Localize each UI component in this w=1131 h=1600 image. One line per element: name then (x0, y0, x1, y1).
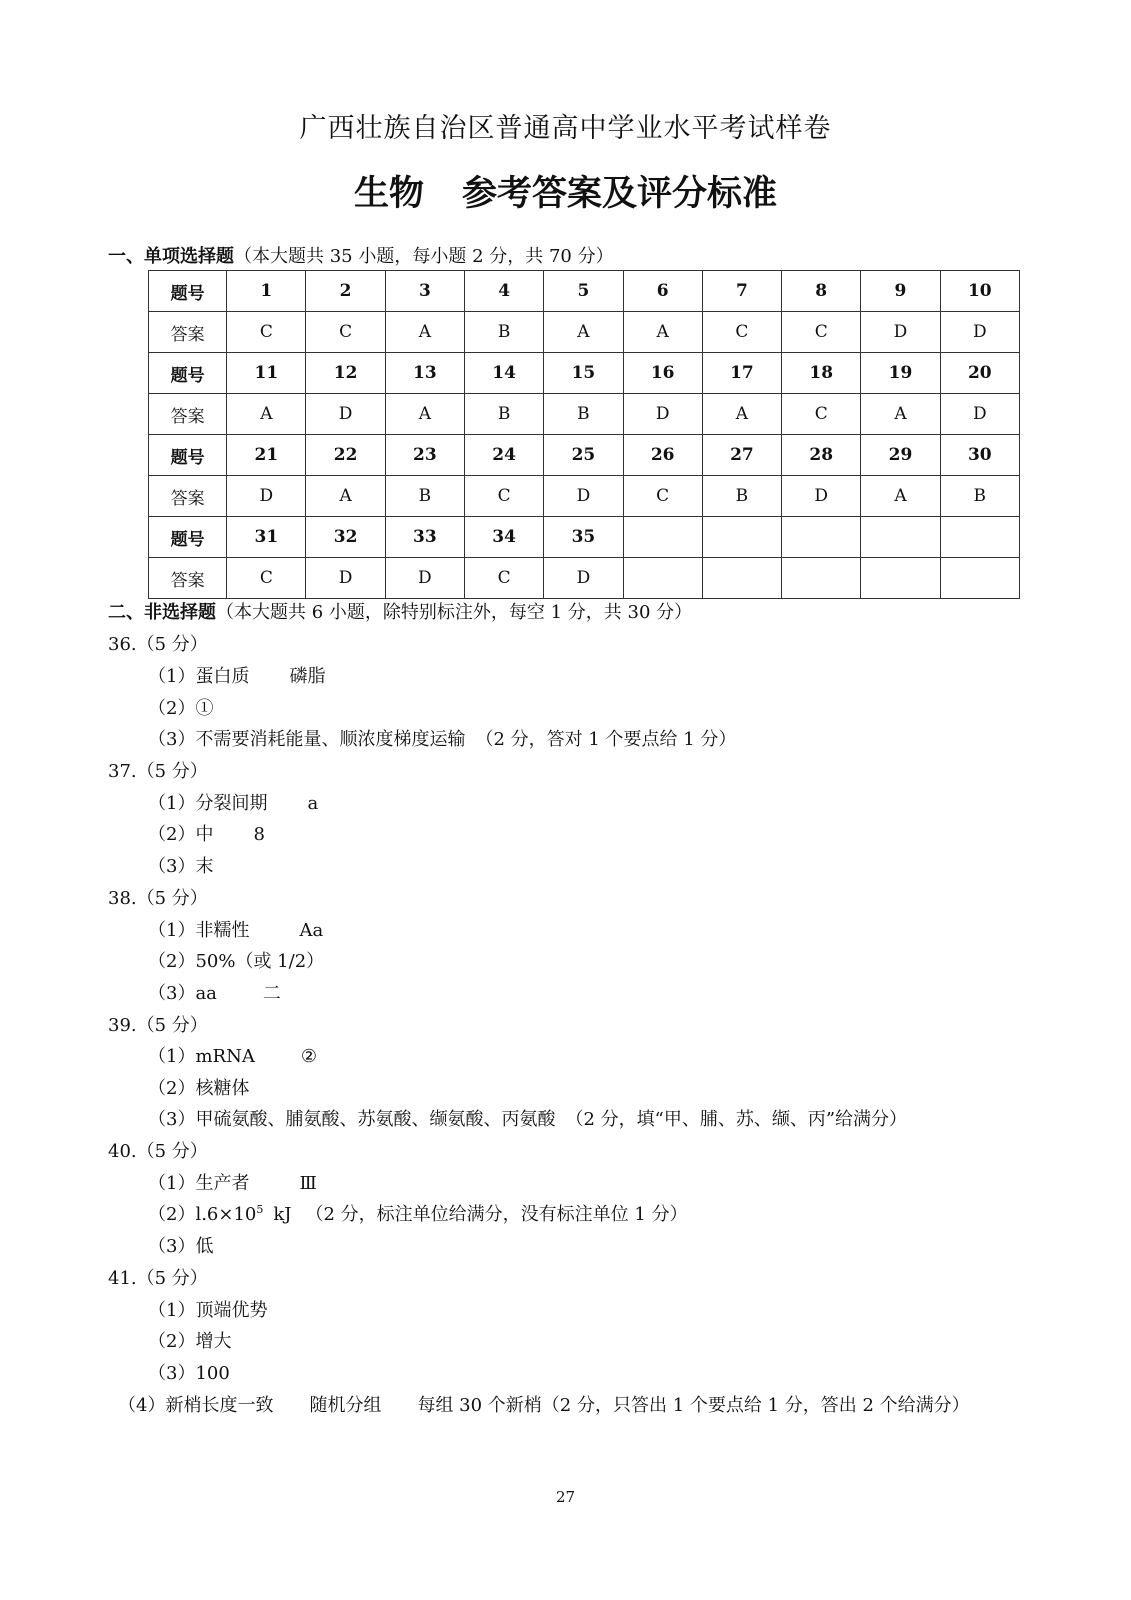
answer-cell: D (782, 476, 861, 517)
question-number-cell: 1 (227, 271, 306, 312)
question-number-cell: 23 (385, 435, 464, 476)
num-label-cell: 题号 (149, 271, 227, 312)
question-number-cell: 19 (861, 353, 940, 394)
answer-cell: D (306, 394, 385, 435)
question-number-cell: 13 (385, 353, 464, 394)
table-row-numbers (149, 271, 1020, 312)
question-number-cell: 2 (306, 271, 385, 312)
q39-answer-1: （1）mRNA ② (148, 1046, 317, 1067)
question-number-cell: 33 (385, 517, 464, 558)
section1-heading: 一、单项选择题（本大题共 35 小题，每小题 2 分，共 70 分） (108, 246, 614, 267)
question-number-cell: 30 (940, 435, 1019, 476)
question-number-cell: 27 (702, 435, 781, 476)
q37-heading: 37.（5 分） (108, 761, 208, 782)
answer-cell: A (385, 312, 464, 353)
question-number-cell: 21 (227, 435, 306, 476)
answer-cell: C (465, 558, 544, 599)
q36-answer-3: （3）不需要消耗能量、顺浓度梯度运输 （2 分，答对 1 个要点给 1 分） (148, 729, 737, 750)
answer-cell: A (227, 394, 306, 435)
table-row-numbers (149, 353, 1020, 394)
question-number-cell: 32 (306, 517, 385, 558)
question-number-cell: 14 (465, 353, 544, 394)
table-row-answers (149, 394, 1020, 435)
table-row-answers (149, 476, 1020, 517)
question-number-cell: 22 (306, 435, 385, 476)
answer-cell: B (940, 476, 1019, 517)
answer-cell (940, 558, 1019, 599)
question-number-cell (782, 517, 861, 558)
question-number-cell: 12 (306, 353, 385, 394)
answer-cell: A (623, 312, 702, 353)
num-label-cell: 题号 (149, 435, 227, 476)
question-number-cell: 8 (782, 271, 861, 312)
question-number-cell (702, 517, 781, 558)
answer-cell: B (702, 476, 781, 517)
answer-cell: D (623, 394, 702, 435)
document-subtitle (0, 166, 1131, 216)
answer-cell: A (702, 394, 781, 435)
q36-answer-2: （2）① (148, 698, 214, 719)
answer-cell: B (544, 394, 623, 435)
q40-heading: 40.（5 分） (108, 1141, 208, 1162)
subtitle-rest: 参考答案及评分标准 (462, 174, 778, 214)
answer-cell: D (544, 476, 623, 517)
q40-answer-3: （3）低 (148, 1236, 214, 1257)
question-number-cell: 10 (940, 271, 1019, 312)
q37-answer-3: （3）末 (148, 856, 214, 877)
question-number-cell: 16 (623, 353, 702, 394)
question-number-cell: 6 (623, 271, 702, 312)
answer-cell: C (227, 558, 306, 599)
answer-cell: D (940, 312, 1019, 353)
question-number-cell: 29 (861, 435, 940, 476)
page-number: 27 (555, 1488, 576, 1506)
question-number-cell: 15 (544, 353, 623, 394)
q38-heading: 38.（5 分） (108, 888, 208, 909)
question-number-cell: 24 (465, 435, 544, 476)
answer-cell (702, 558, 781, 599)
question-number-cell: 20 (940, 353, 1019, 394)
q38-answer-1: （1）非糯性 Aa (148, 920, 324, 941)
answer-cell: C (465, 476, 544, 517)
answer-cell (782, 558, 861, 599)
answer-cell: B (465, 394, 544, 435)
q41-answer-4: （4）新梢长度一致 随机分组 每组 30 个新梢（2 分，只答出 1 个要点给 1 分，答出 2 个给满分） (118, 1395, 970, 1416)
question-number-cell: 9 (861, 271, 940, 312)
answer-cell: A (306, 476, 385, 517)
q41-answer-2: （2）增大 (148, 1331, 232, 1352)
ans-label-cell: 答案 (149, 558, 227, 599)
document-title: 广西壮族自治区普通高中学业水平考试样卷 (299, 113, 832, 144)
question-number-cell: 17 (702, 353, 781, 394)
question-number-cell: 34 (465, 517, 544, 558)
answer-cell: D (544, 558, 623, 599)
table-row-answers (149, 312, 1020, 353)
q41-heading: 41.（5 分） (108, 1268, 208, 1289)
q38-answer-2: （2）50%（或 1/2） (148, 951, 325, 972)
q41-answer-1: （1）顶端优势 (148, 1300, 268, 1321)
answer-cell: C (623, 476, 702, 517)
question-number-cell: 28 (782, 435, 861, 476)
answer-cell: B (465, 312, 544, 353)
table-row-numbers (149, 517, 1020, 558)
question-number-cell: 5 (544, 271, 623, 312)
q37-answer-1: （1）分裂间期 a (148, 793, 319, 814)
answer-cell (861, 558, 940, 599)
answer-cell: C (702, 312, 781, 353)
question-number-cell (861, 517, 940, 558)
answer-cell: A (385, 394, 464, 435)
question-number-cell: 31 (227, 517, 306, 558)
answer-cell: A (861, 476, 940, 517)
question-number-cell: 25 (544, 435, 623, 476)
answer-cell: D (306, 558, 385, 599)
question-number-cell: 3 (385, 271, 464, 312)
answer-cell: D (385, 558, 464, 599)
answer-cell (623, 558, 702, 599)
answer-table (148, 270, 1020, 599)
question-number-cell (623, 517, 702, 558)
q36-answer-1: （1）蛋白质 磷脂 (148, 666, 326, 687)
question-number-cell: 7 (702, 271, 781, 312)
num-label-cell: 题号 (149, 353, 227, 394)
question-number-cell: 35 (544, 517, 623, 558)
table-row-numbers (149, 435, 1020, 476)
table-row-answers (149, 558, 1020, 599)
answer-cell: B (385, 476, 464, 517)
q40-answer-2: $(2)l.6\times 10^5$ kJ （2 分，标注单位给满分，没有标注单位 1 分） (148, 1203, 688, 1225)
num-label-cell: 题号 (149, 517, 227, 558)
answer-cell: C (782, 312, 861, 353)
answer-cell: C (306, 312, 385, 353)
question-number-cell: 26 (623, 435, 702, 476)
section2-heading: 二、非选择题（本大题共 6 小题，除特别标注外，每空 1 分，共 30 分） (108, 602, 693, 623)
question-number-cell: 18 (782, 353, 861, 394)
answer-cell: D (861, 312, 940, 353)
ans-label-cell: 答案 (149, 312, 227, 353)
q38-answer-3: （3）aa 二 (148, 983, 281, 1004)
q41-answer-3: （3）100 (148, 1363, 230, 1384)
q39-heading: 39.（5 分） (108, 1015, 208, 1036)
answer-cell: C (782, 394, 861, 435)
q39-answer-3: （3）甲硫氨酸、脯氨酸、苏氨酸、缬氨酸、丙氨酸 （2 分，填“甲、脯、苏、缬、丙”给满分） (148, 1109, 908, 1130)
answer-cell: C (227, 312, 306, 353)
subtitle-subject: 生物 (353, 174, 424, 214)
ans-label-cell: 答案 (149, 476, 227, 517)
ans-label-cell: 答案 (149, 394, 227, 435)
answer-cell: A (861, 394, 940, 435)
answer-cell: D (227, 476, 306, 517)
answer-cell: D (940, 394, 1019, 435)
question-number-cell: 4 (465, 271, 544, 312)
q36-heading: 36.（5 分） (108, 634, 208, 655)
question-number-cell (940, 517, 1019, 558)
q39-answer-2: （2）核糖体 (148, 1078, 250, 1099)
q40-answer-1: （1）生产者 Ⅲ (148, 1173, 317, 1194)
q37-answer-2: （2）中 8 (148, 824, 265, 845)
question-number-cell: 11 (227, 353, 306, 394)
answer-cell: A (544, 312, 623, 353)
